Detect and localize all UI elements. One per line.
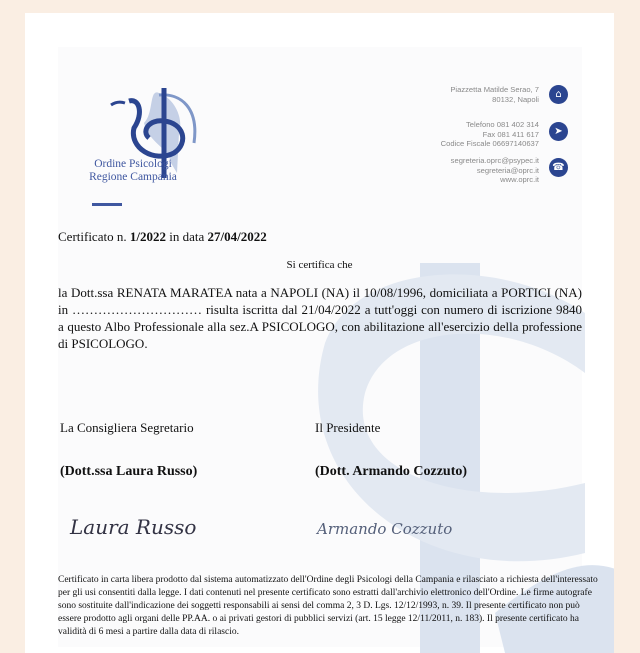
divider [92,203,122,206]
intro: Si certifica che [286,259,353,271]
right-role: Il Presidente [315,420,381,435]
address-block [450,85,539,104]
certificate-body: la Dott.ssa RENATA MARATEA nata a NAPOLI (NA) il 10/08/1996, domiciliata a PORTICI (NA) in ………………………… risulta iscritta dal 21/04/2022 a tutt'oggi con numero di iscrizione 9840 a questo Albo Professionale alla sez.A PSICOLOGO, con abilitazione all'esercizio della professione di PSICOLOGO. [58,285,582,351]
certificate-number: 1/2022 [129,229,166,244]
label: Certificato n. [58,229,130,244]
pec-email-link[interactable]: segreteria.oprc@psypec.it [450,156,539,165]
phone-line: Telefono 081 402 314 [465,120,539,129]
home-icon: ⌂ [549,85,568,104]
phone-block [441,120,539,149]
website-link[interactable]: www.oprc.it [500,175,539,184]
right-name: (Dott. Armando Cozzuto) [315,464,468,479]
tax-code-line: Codice Fiscale 06697140637 [440,139,539,148]
left-name: (Dott.ssa Laura Russo) [60,464,198,479]
address-line: Piazzetta Matilde Serao, 7 [450,85,539,94]
certificate-date: 27/04/2022 [207,229,267,244]
footer-note: Certificato in carta libera prodotto dal sistema automatizzato dell'Ordine degli Psicologi della Campania e rilasciato a richiesta dell'interessato per gli usi consentiti dalla legge. I dati contenuti nel presente certificato sono estratti dall'archivio elettronico dell'Ordine. Le firme autografe sono sostituite dall'indicazione dei soggetti responsabili ai sensi del comma 2, 3 D. Lgs. 12/12/1993, n. 39. Il presente certificato non può essere prodotto agli organi delle PP.AA. o ai privati gestori di pubblici servizi (art. 15 legge 12/11/2011, n. 183). Il presente certificato ha validità di 6 mesi a partire dalla data di rilascio. [58,575,598,637]
phone-icon: ☎ [549,158,568,177]
org-name-line1: Ordine Psicologi [94,158,172,170]
left-signature: Laura Russo [70,515,197,539]
label: in data [165,229,208,244]
left-role: La Consigliera Segretario [60,420,194,435]
email-link[interactable]: segreteria@oprc.it [476,165,539,175]
certificate-page [25,13,614,653]
address-line: 80132, Napoli [492,94,539,104]
send-icon: ➤ [549,122,568,141]
fax-line: Fax 081 411 617 [482,129,539,139]
certificate-number-line [58,228,267,245]
org-name-line2: Regione Campania [89,171,177,183]
web-block [451,156,539,185]
right-signature: Armando Cozzuto [317,520,453,538]
